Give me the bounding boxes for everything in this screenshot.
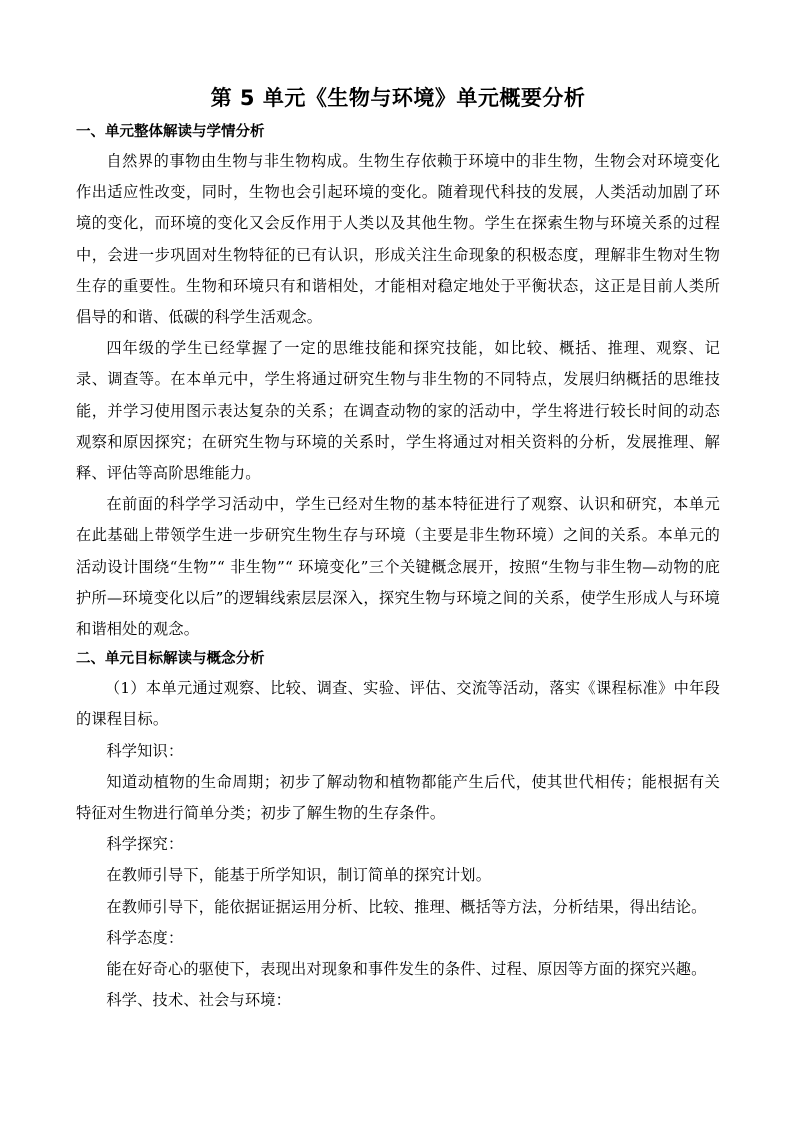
subheading-attitude: 科学态度： [106,928,184,947]
paragraph: 能在好奇心的驱使下，表现出对现象和事件发生的条件、过程、原因等方面的探究兴趣。 [106,960,707,979]
subheading-knowledge: 科学知识： [106,741,184,760]
section-heading-2: 二、单元目标解读与概念分析 [76,651,265,668]
paragraph: （1）本单元通过观察、比较、调查、实验、评估、交流等活动，落实《课程标准》中年段的课程目标。 [76,679,720,729]
paragraph: 在教师引导下，能基于所学知识，制订简单的探究计划。 [106,866,492,885]
paragraph: 四年级的学生已经掌握了一定的思维技能和探究技能，如比较、概括、推理、观察、记录、调查等。在本单元中，学生将通过研究生物与非生物的不同特点，发展归纳概括的思维技能，并学习使用图示表达复杂的关系；在调查动物的家的活动中，学生将进行较长时间的动态观察和原因探究；在研究生物与环境的关系时，学生将通过对相关资料的分析，发展推理、解释、评估等高阶思维能力。 [76,339,720,483]
section-heading-1: 一、单元整体解读与学情分析 [76,124,265,140]
subheading-inquiry: 科学探究： [106,835,184,854]
paragraph: 自然界的事物由生物与非生物构成。生物生存依赖于环境中的非生物，生物会对环境变化作出适应性改变，同时，生物也会引起环境的变化。随着现代科技的发展，人类活动加剧了环境的变化，而环境的变化又会反作用于人类以及其他生物。学生在探索生物与环境关系的过程中，会进一步巩固对生物特征的已有认识，形成关注生命现象的积极态度，理解非生物对生物生存的重要性。生物和环境只有和谐相处，才能相对稳定地处于平衡状态，这正是目前人类所倡导的和谐、低碳的科学生活观念。 [76,152,720,327]
paragraph: 在教师引导下，能依据证据运用分析、比较、推理、概括等方法，分析结果，得出结论。 [106,897,707,916]
subheading-sts: 科学、技术、社会与环境： [106,991,292,1010]
page-title: 第 5 单元《生物与环境》单元概要分析 [210,86,586,110]
document-page [76,82,720,1016]
paragraph: 知道动植物的生命周期；初步了解动物和植物都能产生后代，使其世代相传；能根据有关特征对生物进行简单分类；初步了解生物的生存条件。 [76,772,720,823]
paragraph: 在前面的科学学习活动中，学生已经对生物的基本特征进行了观察、认识和研究，本单元在此基础上带领学生进一步研究生物生存与环境（主要是非生物环境）之间的关系。本单元的活动设计围绕“生物”“ 非生物”“ 环境变化”三个关键概念展开，按照“生物与非生物—动物的庇护所—环境变化以后”的逻辑线索层层深入，探究生物与环境之间的关系，使学生形成人与环境和谐相处的观念。 [76,495,720,639]
